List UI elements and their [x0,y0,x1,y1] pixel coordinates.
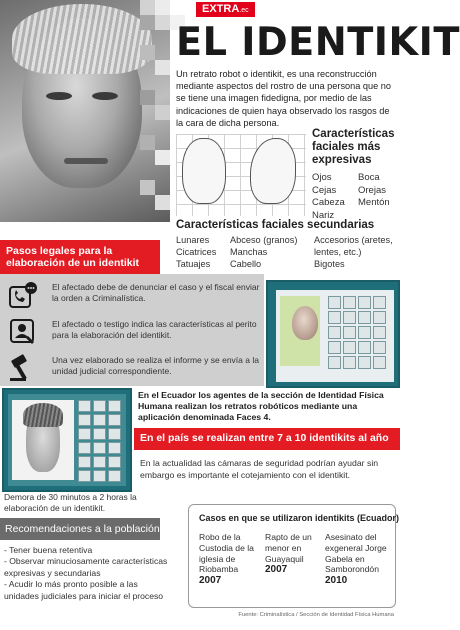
ecuador-text: En el Ecuador los agentes de la sección de Identidad Física Humana realizan los retratos robóticos mediante una aplicación denominada Faces 4. [138,390,384,423]
recommendations-list [4,545,174,602]
phone-chat-icon [8,281,38,309]
step-item [0,276,264,313]
step-text: El afectado o testigo indica las características al perito para la elaboración del identikit. [52,319,257,340]
step-text: El afectado debe de denunciar el caso y el fiscal enviar la orden a Criminalística. [52,282,260,303]
secondary-features-col3: Accesorios (aretes, lentes, etc.) Bigotes [314,235,393,269]
right-eye [92,92,118,100]
case-item: Rapto de un menor en Guayaquil 2007 [265,532,312,576]
witness-icon [8,318,38,346]
secondary-features-col1: Lunares Cicatrices Tatuajes [176,235,217,269]
mouth [64,158,108,164]
intro-text: Un retrato robot o identikit, es una reconstrucción mediante aspectos del rostro de una persona que no se tiene una imagen fidedigna, por medio de las indicaciones de quien haya observado los rasgos de la cara de dicha persona. [176,69,392,128]
case-item: Asesinato del exgeneral Jorge Gabela en Samborondón 2010 [325,532,387,587]
left-eye [46,92,72,100]
step-item [0,349,264,386]
hair-shape [12,4,152,74]
extra-logo[interactable]: EXTRA.ec [196,2,255,17]
list-item: - Tener buena retentiva [4,545,93,555]
yearly-count-banner: En el país se realizan entre 7 a 10 identikits al año [134,428,400,450]
cases-title: Casos en que se utilizaron identikits (Ecuador) [199,513,400,523]
duration-text: Demora de 30 minutos a 2 horas la elaboración de un identikit. [4,492,137,513]
front-sketch [182,138,226,204]
recommendations-banner: Recomendaciones a la población [0,518,160,540]
cameras-text: En la actualidad las cámaras de seguridad podrían ayudar sin embargo es importante el cotejamiento con el identikit. [140,458,379,480]
expressive-features-col1: Ojos Cejas Cabeza Nariz [312,172,345,221]
expressive-features-col2: Boca Orejas Mentón [358,172,390,208]
steps-banner: Pasos legales para la elaboración de un identikit [0,240,160,274]
gavel-icon [8,354,38,382]
face-sketches [176,134,306,216]
case-item: Robo de la Custodia de la iglesia de Riobamba 2007 [199,532,254,587]
identikit-software-screenshot [2,388,132,492]
profile-sketch [250,138,296,204]
page-title: EL IDENTIKIT [176,20,460,65]
cases-box [188,504,400,608]
list-item: - Acudir lo más pronto posible a las unidades judiciales para iniciar el proceso [4,579,164,601]
faces-software-screenshot [266,280,400,388]
source-credit: Fuente: Criminalística / Sección de Identidad Física Humana [238,612,394,618]
step-text: Una vez elaborado se realiza el informe y se envía a la unidad judicial correspondiente. [52,355,259,376]
secondary-features-col2: Abceso (granos) Manchas Cabello [230,235,298,269]
list-item: - Observar minuciosamente características expresivas y secundarias [4,556,168,578]
step-item [0,313,264,350]
secondary-features-title: Características faciales secundarias [176,219,375,231]
expressive-features-title: Características faciales más expresivas [312,128,395,166]
